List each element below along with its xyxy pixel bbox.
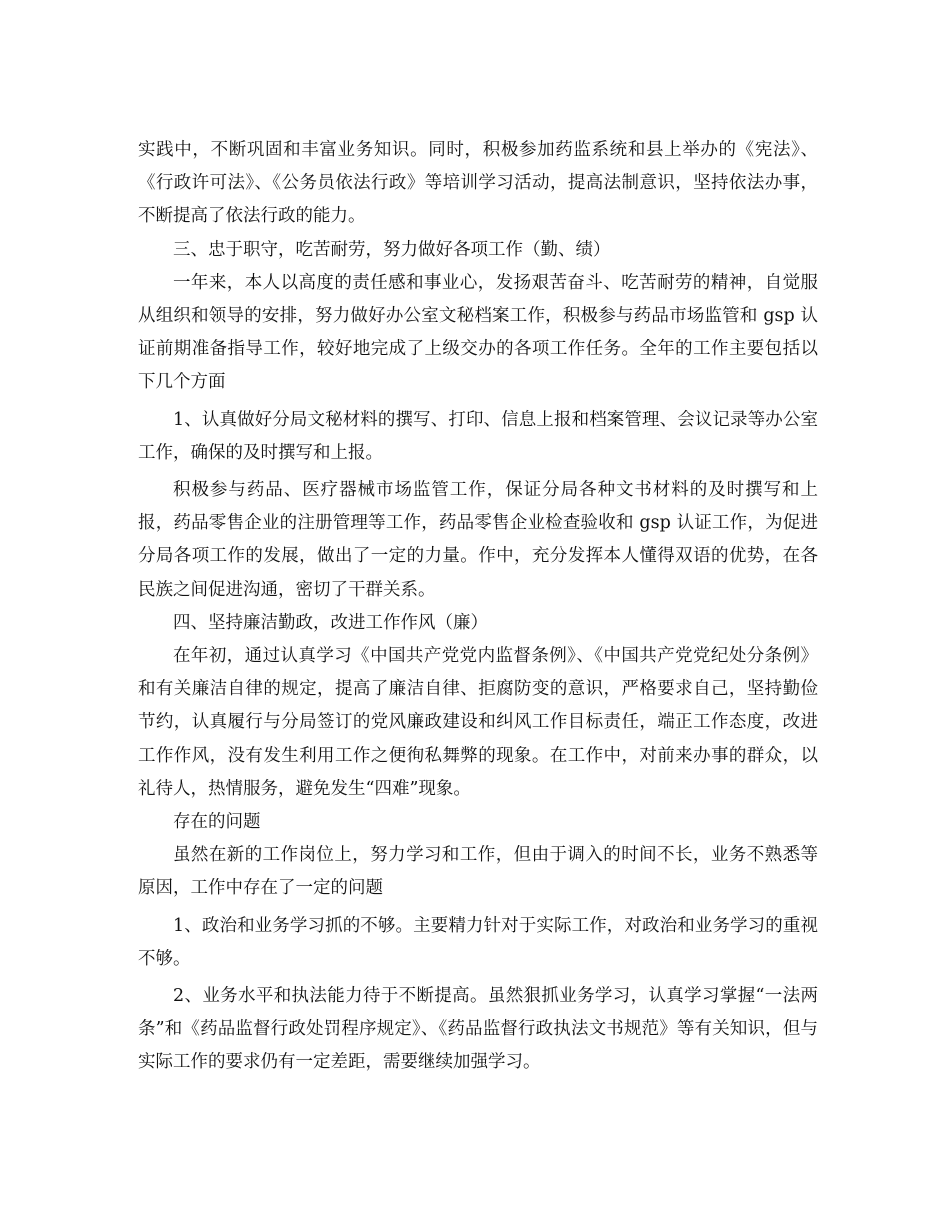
problem-item-2: 2、业务水平和执法能力待于不断提高。虽然狠抓业务学习，认真学习掌握“一法两条”和《药品监督行政处罚程序规定》、《药品监督行政执法文书规范》等有关知识，但与实际工作的要求仍有一定差距，需要继续加强学习。 (138, 986, 818, 1073)
list-item-1: 1、认真做好分局文秘材料的撰写、打印、信息上报和档案管理、会议记录等办公室工作，确保的及时撰写和上报。 (138, 409, 818, 463)
section-heading-4: 四、坚持廉洁勤政，改进工作作风（廉） (173, 612, 488, 633)
paragraph-3: 积极参与药品、医疗器械市场监管工作，保证分局各种文书材料的及时撰写和上报，药品零售企业的注册管理等工作，药品零售企业检查验收和 gsp 认证工作，为促进分局各项工作的发展，做出了一定的力量。作中，充分发挥本人懂得双语的优势，在各民族之间促进沟通，密切了干群关系。 (138, 480, 818, 600)
section-heading-3: 三、忠于职守，吃苦耐劳，努力做好各项工作（勤、绩） (173, 239, 611, 260)
problems-heading: 存在的问题 (173, 812, 261, 833)
paragraph-4: 在年初，通过认真学习《中国共产党党内监督条例》、《中国共产党党纪处分条例》和有关廉洁自律的规定，提高了廉洁自律、拒腐防变的意识，严格要求自己，坚持勤俭节约，认真履行与分局签订的党风廉政建设和纠风工作目标责任，端正工作态度，改进工作作风，没有发生利用工作之便徇私舞弊的现象。在工作中，对前来办事的群众，以礼待人，热情服务，避免发生“四难”现象。 (138, 646, 818, 799)
problem-item-1: 1、政治和业务学习抓的不够。主要精力针对于实际工作，对政治和业务学习的重视不够。 (138, 915, 818, 969)
paragraph-2: 一年来，本人以高度的责任感和事业心，发扬艰苦奋斗、吃苦耐劳的精神，自觉服从组织和领导的安排，努力做好办公室文秘档案工作，积极参与药品市场监管和 gsp 认证前期准备指导工作，较好地完成了上级交办的各项工作任务。全年的工作主要包括以下几个方面 (138, 272, 818, 393)
document-body (138, 134, 818, 1080)
paragraph-5: 虽然在新的工作岗位上，努力学习和工作，但由于调入的时间不长，业务不熟悉等原因，工作中存在了一定的问题 (138, 845, 818, 899)
paragraph-1: 实践中，不断巩固和丰富业务知识。同时，积极参加药监系统和县上举办的《宪法》、《行政许可法》、《公务员依法行政》等培训学习活动，提高法制意识，坚持依法办事，不断提高了依法行政的能力。 (138, 140, 818, 227)
